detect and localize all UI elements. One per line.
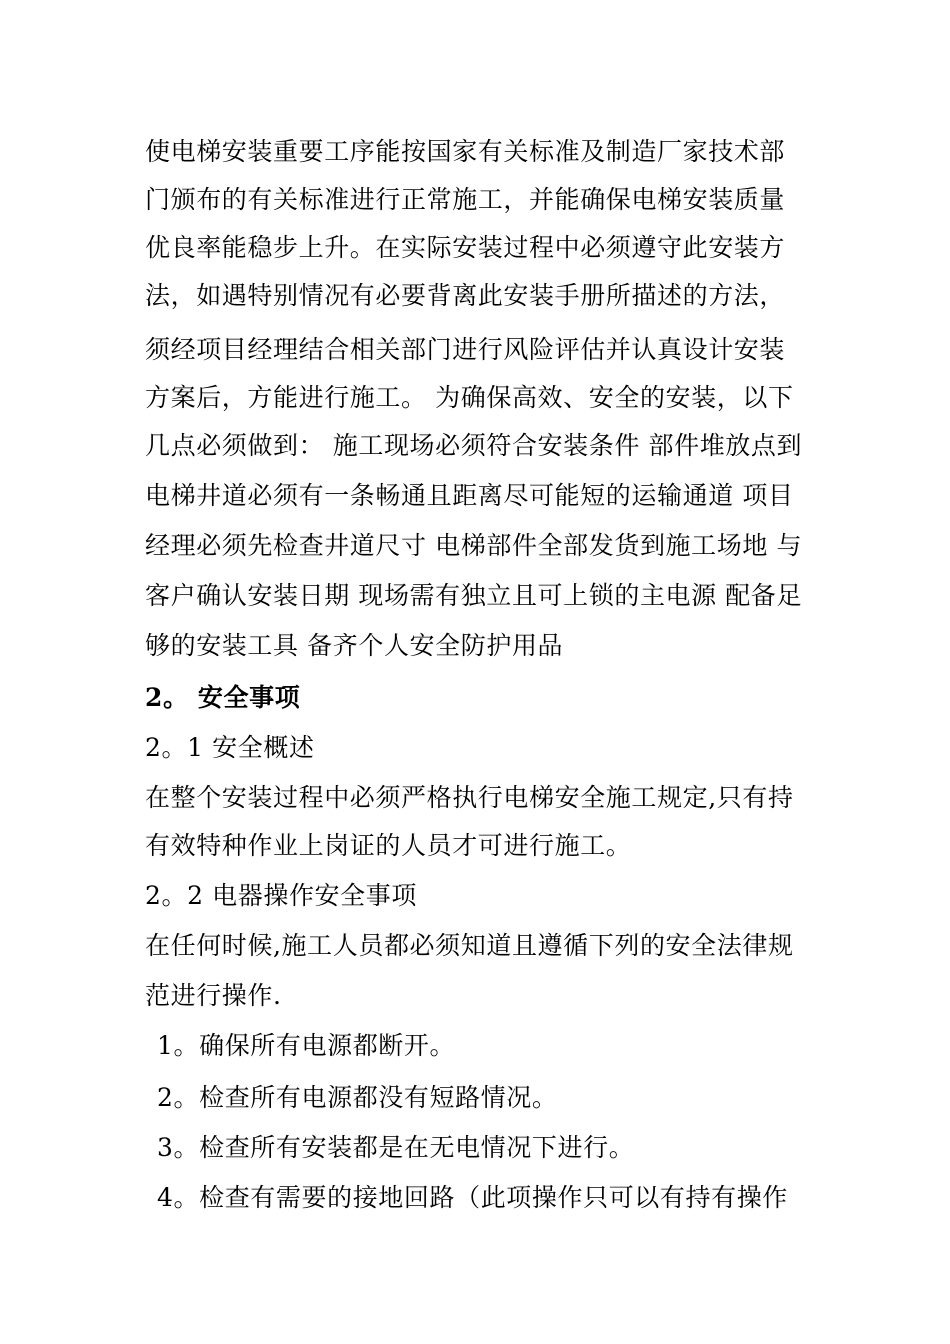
list-item: 4。检查有需要的接地回路（此项操作只可以有持有操作 [157,1183,788,1212]
paragraph-line: 优良率能稳步上升。在实际安装过程中必须遵守此安装方 [145,233,786,262]
subsection-heading: 2。2 电器操作安全事项 [145,881,417,910]
paragraph-line: 方案后，方能进行施工。 为确保高效、安全的安装，以下 [145,383,794,412]
paragraph-line: 几点必须做到： 施工现场必须符合安装条件 部件堆放点到 [145,431,803,460]
paragraph-line: 法，如遇特别情况有必要背离此安装手册所描述的方法， [145,281,786,310]
paragraph-line: 有效特种作业上岗证的人员才可进行施工。 [145,831,632,860]
list-item: 3。检查所有安装都是在无电情况下进行。 [157,1133,635,1162]
paragraph-line: 够的安装工具 备齐个人安全防护用品 [145,631,564,660]
list-item: 2。检查所有电源都没有短路情况。 [157,1083,558,1112]
list-item: 1。确保所有电源都断开。 [157,1031,456,1060]
paragraph-line: 范进行操作. [145,981,282,1010]
paragraph-line: 经理必须先检查井道尺寸 电梯部件全部发货到施工场地 与 [145,531,803,560]
paragraph-line: 电梯井道必须有一条畅通且距离尽可能短的运输通道 项目 [145,481,794,510]
subsection-heading: 2。1 安全概述 [145,733,315,762]
paragraph-line: 在整个安装过程中必须严格执行电梯安全施工规定,只有持 [145,783,794,812]
paragraph-line: 客户确认安装日期 现场需有独立且可上锁的主电源 配备足 [145,581,803,610]
paragraph-line: 门颁布的有关标准进行正常施工，并能确保电梯安装质量 [145,185,786,214]
section-heading: 2。 安全事项 [145,683,301,712]
paragraph-line: 须经项目经理结合相关部门进行风险评估并认真设计安装 [145,335,786,364]
paragraph-line: 使电梯安装重要工序能按国家有关标准及制造厂家技术部 [145,137,786,166]
paragraph-line: 在任何时候,施工人员都必须知道且遵循下列的安全法律规 [145,931,794,960]
